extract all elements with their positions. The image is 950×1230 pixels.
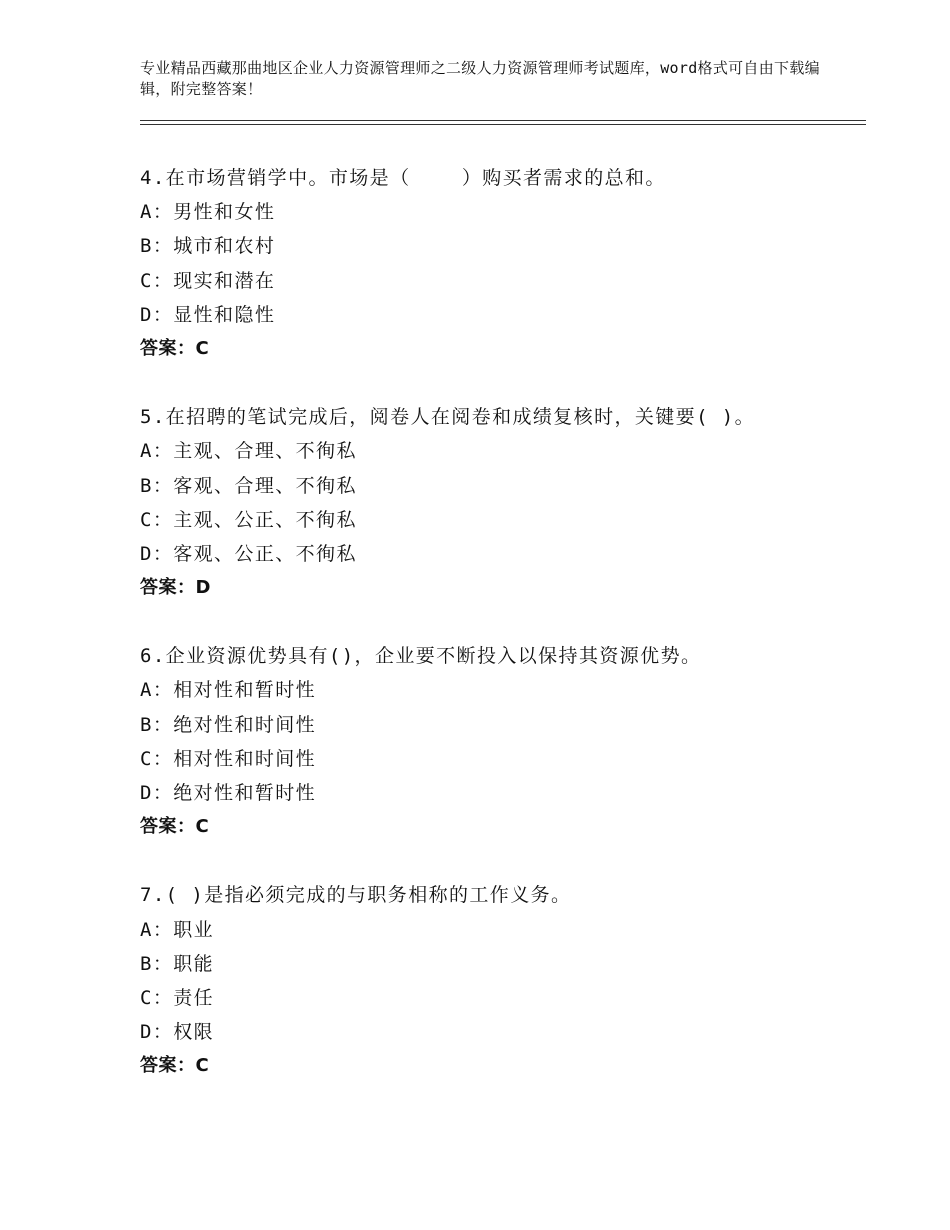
option-d: D：显性和隐性: [140, 303, 276, 326]
option-b: B：职能: [140, 952, 215, 975]
option-c: C：相对性和时间性: [140, 747, 317, 770]
option-d: D：客观、公正、不徇私: [140, 542, 357, 565]
question-stem: 4.在市场营销学中。市场是（ ）购买者需求的总和。: [140, 167, 666, 189]
document-header: [140, 58, 840, 100]
option-c: C：主观、公正、不徇私: [140, 508, 357, 531]
option-b: B：客观、合理、不徇私: [140, 474, 357, 497]
question-5: [140, 400, 860, 605]
option-a: A：主观、合理、不徇私: [140, 440, 357, 463]
header-double-rule: [140, 120, 866, 125]
option-a: A：职业: [140, 918, 215, 941]
answer-label: 答案：D: [140, 577, 211, 599]
answer-label: 答案：C: [140, 816, 210, 838]
option-c: C：现实和潜在: [140, 269, 276, 292]
question-6: [140, 639, 860, 844]
document-title: 专业精品西藏那曲地区企业人力资源管理师之二级人力资源管理师考试题库，word格式可自由下载编辑，附完整答案！: [140, 59, 820, 98]
question-stem: 7.( )是指必须完成的与职务相称的工作义务。: [140, 884, 572, 907]
question-stem: 6.企业资源优势具有()，企业要不断投入以保持其资源优势。: [140, 645, 702, 668]
question-list: [140, 161, 860, 1118]
option-b: B：城市和农村: [140, 235, 276, 258]
answer-label: 答案：C: [140, 337, 210, 359]
answer-label: 答案：C: [140, 1055, 210, 1077]
option-a: A：相对性和暂时性: [140, 679, 317, 702]
option-a: A：男性和女性: [140, 201, 276, 224]
option-d: D：权限: [140, 1021, 215, 1044]
question-stem: 5.在招聘的笔试完成后，阅卷人在阅卷和成绩复核时，关键要( )。: [140, 406, 755, 429]
question-7: [140, 878, 860, 1083]
question-4: [140, 161, 860, 366]
option-c: C：责任: [140, 986, 215, 1009]
option-d: D：绝对性和暂时性: [140, 782, 317, 804]
option-b: B：绝对性和时间性: [140, 713, 317, 736]
